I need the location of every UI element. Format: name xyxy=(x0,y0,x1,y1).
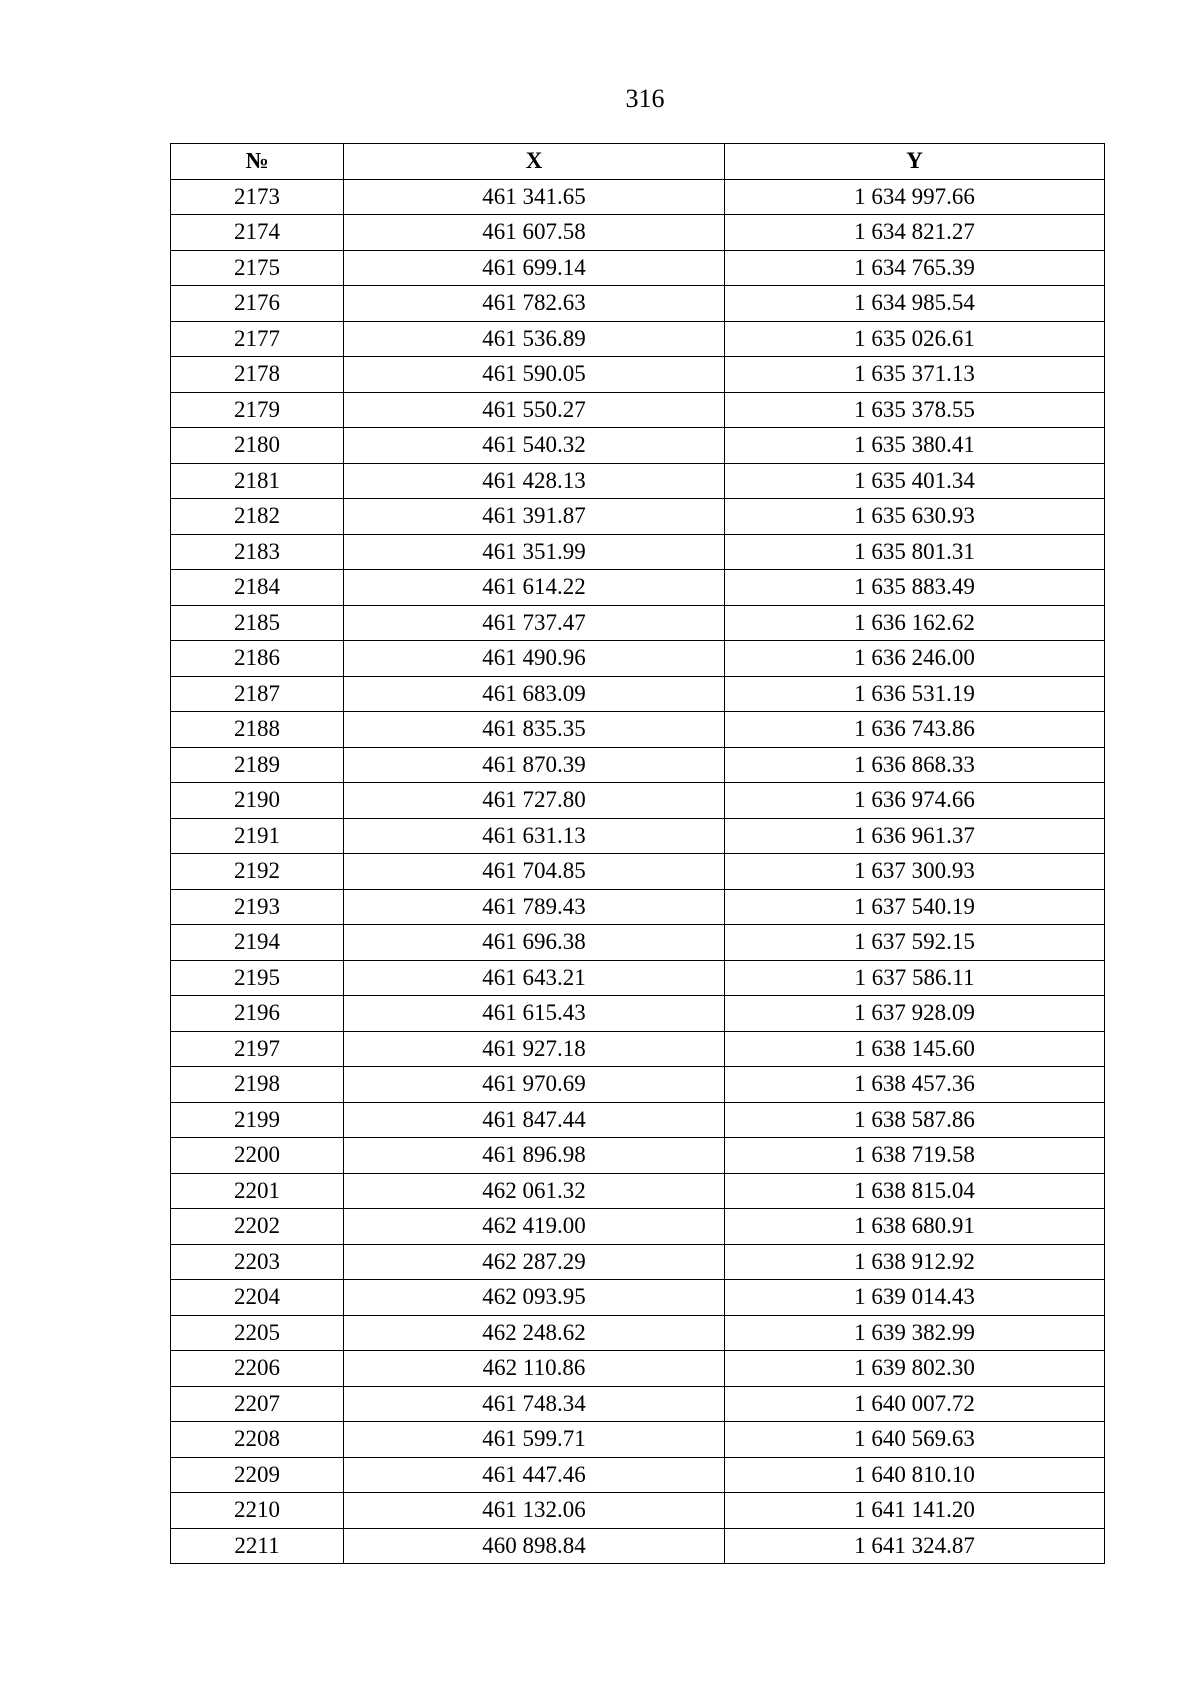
cell-y: 1 639 802.30 xyxy=(725,1351,1105,1387)
cell-number: 2197 xyxy=(171,1031,344,1067)
table-row xyxy=(171,1031,1105,1067)
header-row xyxy=(171,144,1105,180)
cell-number: 2183 xyxy=(171,534,344,570)
cell-number: 2191 xyxy=(171,818,344,854)
cell-x: 461 490.96 xyxy=(344,641,725,677)
table-row xyxy=(171,321,1105,357)
cell-y: 1 635 630.93 xyxy=(725,499,1105,535)
cell-y: 1 634 821.27 xyxy=(725,215,1105,251)
table-body xyxy=(171,179,1105,1564)
table-row xyxy=(171,215,1105,251)
cell-x: 461 428.13 xyxy=(344,463,725,499)
table-row xyxy=(171,818,1105,854)
cell-number: 2199 xyxy=(171,1102,344,1138)
table-row xyxy=(171,392,1105,428)
table-row xyxy=(171,1173,1105,1209)
cell-x: 461 847.44 xyxy=(344,1102,725,1138)
header-number: № xyxy=(171,144,344,180)
cell-y: 1 638 457.36 xyxy=(725,1067,1105,1103)
table-row xyxy=(171,889,1105,925)
cell-y: 1 634 765.39 xyxy=(725,250,1105,286)
cell-number: 2200 xyxy=(171,1138,344,1174)
cell-y: 1 636 974.66 xyxy=(725,783,1105,819)
cell-y: 1 635 380.41 xyxy=(725,428,1105,464)
cell-y: 1 639 014.43 xyxy=(725,1280,1105,1316)
cell-x: 461 737.47 xyxy=(344,605,725,641)
cell-x: 461 835.35 xyxy=(344,712,725,748)
cell-y: 1 638 680.91 xyxy=(725,1209,1105,1245)
cell-x: 461 391.87 xyxy=(344,499,725,535)
cell-number: 2202 xyxy=(171,1209,344,1245)
cell-x: 462 248.62 xyxy=(344,1315,725,1351)
table-row xyxy=(171,463,1105,499)
cell-y: 1 638 145.60 xyxy=(725,1031,1105,1067)
cell-number: 2177 xyxy=(171,321,344,357)
cell-y: 1 636 531.19 xyxy=(725,676,1105,712)
cell-x: 461 727.80 xyxy=(344,783,725,819)
cell-x: 461 683.09 xyxy=(344,676,725,712)
cell-y: 1 641 141.20 xyxy=(725,1493,1105,1529)
table-row xyxy=(171,534,1105,570)
cell-number: 2196 xyxy=(171,996,344,1032)
cell-number: 2193 xyxy=(171,889,344,925)
table-row xyxy=(171,250,1105,286)
cell-y: 1 635 801.31 xyxy=(725,534,1105,570)
cell-number: 2210 xyxy=(171,1493,344,1529)
cell-x: 461 590.05 xyxy=(344,357,725,393)
cell-y: 1 637 540.19 xyxy=(725,889,1105,925)
cell-x: 461 615.43 xyxy=(344,996,725,1032)
cell-y: 1 636 961.37 xyxy=(725,818,1105,854)
cell-y: 1 634 985.54 xyxy=(725,286,1105,322)
cell-y: 1 636 246.00 xyxy=(725,641,1105,677)
cell-number: 2181 xyxy=(171,463,344,499)
cell-x: 461 447.46 xyxy=(344,1457,725,1493)
cell-number: 2175 xyxy=(171,250,344,286)
cell-x: 461 704.85 xyxy=(344,854,725,890)
table-row xyxy=(171,1351,1105,1387)
cell-y: 1 637 300.93 xyxy=(725,854,1105,890)
cell-x: 461 536.89 xyxy=(344,321,725,357)
cell-y: 1 640 007.72 xyxy=(725,1386,1105,1422)
header-y: Y xyxy=(725,144,1105,180)
cell-number: 2174 xyxy=(171,215,344,251)
cell-x: 461 643.21 xyxy=(344,960,725,996)
cell-y: 1 635 883.49 xyxy=(725,570,1105,606)
cell-number: 2176 xyxy=(171,286,344,322)
cell-x: 462 110.86 xyxy=(344,1351,725,1387)
cell-y: 1 638 815.04 xyxy=(725,1173,1105,1209)
cell-x: 461 699.14 xyxy=(344,250,725,286)
cell-number: 2207 xyxy=(171,1386,344,1422)
cell-y: 1 634 997.66 xyxy=(725,179,1105,215)
cell-x: 462 287.29 xyxy=(344,1244,725,1280)
cell-number: 2180 xyxy=(171,428,344,464)
table-row xyxy=(171,1102,1105,1138)
table-row xyxy=(171,960,1105,996)
cell-y: 1 636 743.86 xyxy=(725,712,1105,748)
cell-x: 461 748.34 xyxy=(344,1386,725,1422)
cell-number: 2206 xyxy=(171,1351,344,1387)
cell-number: 2185 xyxy=(171,605,344,641)
cell-y: 1 639 382.99 xyxy=(725,1315,1105,1351)
cell-x: 461 550.27 xyxy=(344,392,725,428)
cell-x: 461 540.32 xyxy=(344,428,725,464)
cell-y: 1 641 324.87 xyxy=(725,1528,1105,1564)
cell-x: 461 927.18 xyxy=(344,1031,725,1067)
cell-number: 2190 xyxy=(171,783,344,819)
cell-number: 2178 xyxy=(171,357,344,393)
cell-y: 1 635 401.34 xyxy=(725,463,1105,499)
table-row xyxy=(171,499,1105,535)
cell-y: 1 638 912.92 xyxy=(725,1244,1105,1280)
cell-x: 461 614.22 xyxy=(344,570,725,606)
coordinates-table xyxy=(170,143,1105,1564)
table-row xyxy=(171,1422,1105,1458)
cell-x: 461 351.99 xyxy=(344,534,725,570)
cell-y: 1 637 592.15 xyxy=(725,925,1105,961)
table-row xyxy=(171,641,1105,677)
cell-number: 2208 xyxy=(171,1422,344,1458)
cell-number: 2201 xyxy=(171,1173,344,1209)
cell-number: 2209 xyxy=(171,1457,344,1493)
table-row xyxy=(171,1067,1105,1103)
table-row xyxy=(171,1457,1105,1493)
cell-y: 1 635 378.55 xyxy=(725,392,1105,428)
table-row xyxy=(171,1386,1105,1422)
cell-y: 1 640 569.63 xyxy=(725,1422,1105,1458)
cell-number: 2182 xyxy=(171,499,344,535)
cell-y: 1 636 868.33 xyxy=(725,747,1105,783)
cell-number: 2194 xyxy=(171,925,344,961)
cell-x: 461 970.69 xyxy=(344,1067,725,1103)
cell-number: 2204 xyxy=(171,1280,344,1316)
table-row xyxy=(171,179,1105,215)
table-row xyxy=(171,1493,1105,1529)
cell-x: 461 607.58 xyxy=(344,215,725,251)
cell-number: 2211 xyxy=(171,1528,344,1564)
cell-x: 461 341.65 xyxy=(344,179,725,215)
cell-x: 461 631.13 xyxy=(344,818,725,854)
table-row xyxy=(171,428,1105,464)
cell-number: 2186 xyxy=(171,641,344,677)
table-row xyxy=(171,1528,1105,1564)
cell-x: 461 132.06 xyxy=(344,1493,725,1529)
cell-x: 461 789.43 xyxy=(344,889,725,925)
table-row xyxy=(171,286,1105,322)
cell-number: 2198 xyxy=(171,1067,344,1103)
table-row xyxy=(171,747,1105,783)
cell-x: 461 599.71 xyxy=(344,1422,725,1458)
table-row xyxy=(171,854,1105,890)
cell-y: 1 637 586.11 xyxy=(725,960,1105,996)
table-row xyxy=(171,570,1105,606)
table-row xyxy=(171,996,1105,1032)
cell-number: 2184 xyxy=(171,570,344,606)
cell-x: 461 696.38 xyxy=(344,925,725,961)
header-x: X xyxy=(344,144,725,180)
table-row xyxy=(171,925,1105,961)
cell-y: 1 635 026.61 xyxy=(725,321,1105,357)
table-row xyxy=(171,1280,1105,1316)
cell-y: 1 636 162.62 xyxy=(725,605,1105,641)
table-row xyxy=(171,1138,1105,1174)
cell-number: 2192 xyxy=(171,854,344,890)
cell-number: 2205 xyxy=(171,1315,344,1351)
table-row xyxy=(171,357,1105,393)
cell-x: 462 093.95 xyxy=(344,1280,725,1316)
cell-number: 2187 xyxy=(171,676,344,712)
table-row xyxy=(171,1244,1105,1280)
cell-y: 1 635 371.13 xyxy=(725,357,1105,393)
cell-x: 462 419.00 xyxy=(344,1209,725,1245)
cell-number: 2173 xyxy=(171,179,344,215)
cell-y: 1 638 587.86 xyxy=(725,1102,1105,1138)
page-number: 316 xyxy=(625,84,665,113)
cell-number: 2189 xyxy=(171,747,344,783)
table-row xyxy=(171,1209,1105,1245)
cell-number: 2179 xyxy=(171,392,344,428)
cell-x: 460 898.84 xyxy=(344,1528,725,1564)
table-row xyxy=(171,712,1105,748)
table-row xyxy=(171,783,1105,819)
cell-x: 461 896.98 xyxy=(344,1138,725,1174)
cell-x: 461 870.39 xyxy=(344,747,725,783)
cell-number: 2195 xyxy=(171,960,344,996)
cell-y: 1 638 719.58 xyxy=(725,1138,1105,1174)
table-row xyxy=(171,676,1105,712)
cell-y: 1 640 810.10 xyxy=(725,1457,1105,1493)
table-header xyxy=(171,144,1105,180)
cell-x: 462 061.32 xyxy=(344,1173,725,1209)
table-row xyxy=(171,605,1105,641)
cell-number: 2188 xyxy=(171,712,344,748)
cell-y: 1 637 928.09 xyxy=(725,996,1105,1032)
cell-x: 461 782.63 xyxy=(344,286,725,322)
cell-number: 2203 xyxy=(171,1244,344,1280)
table-row xyxy=(171,1315,1105,1351)
